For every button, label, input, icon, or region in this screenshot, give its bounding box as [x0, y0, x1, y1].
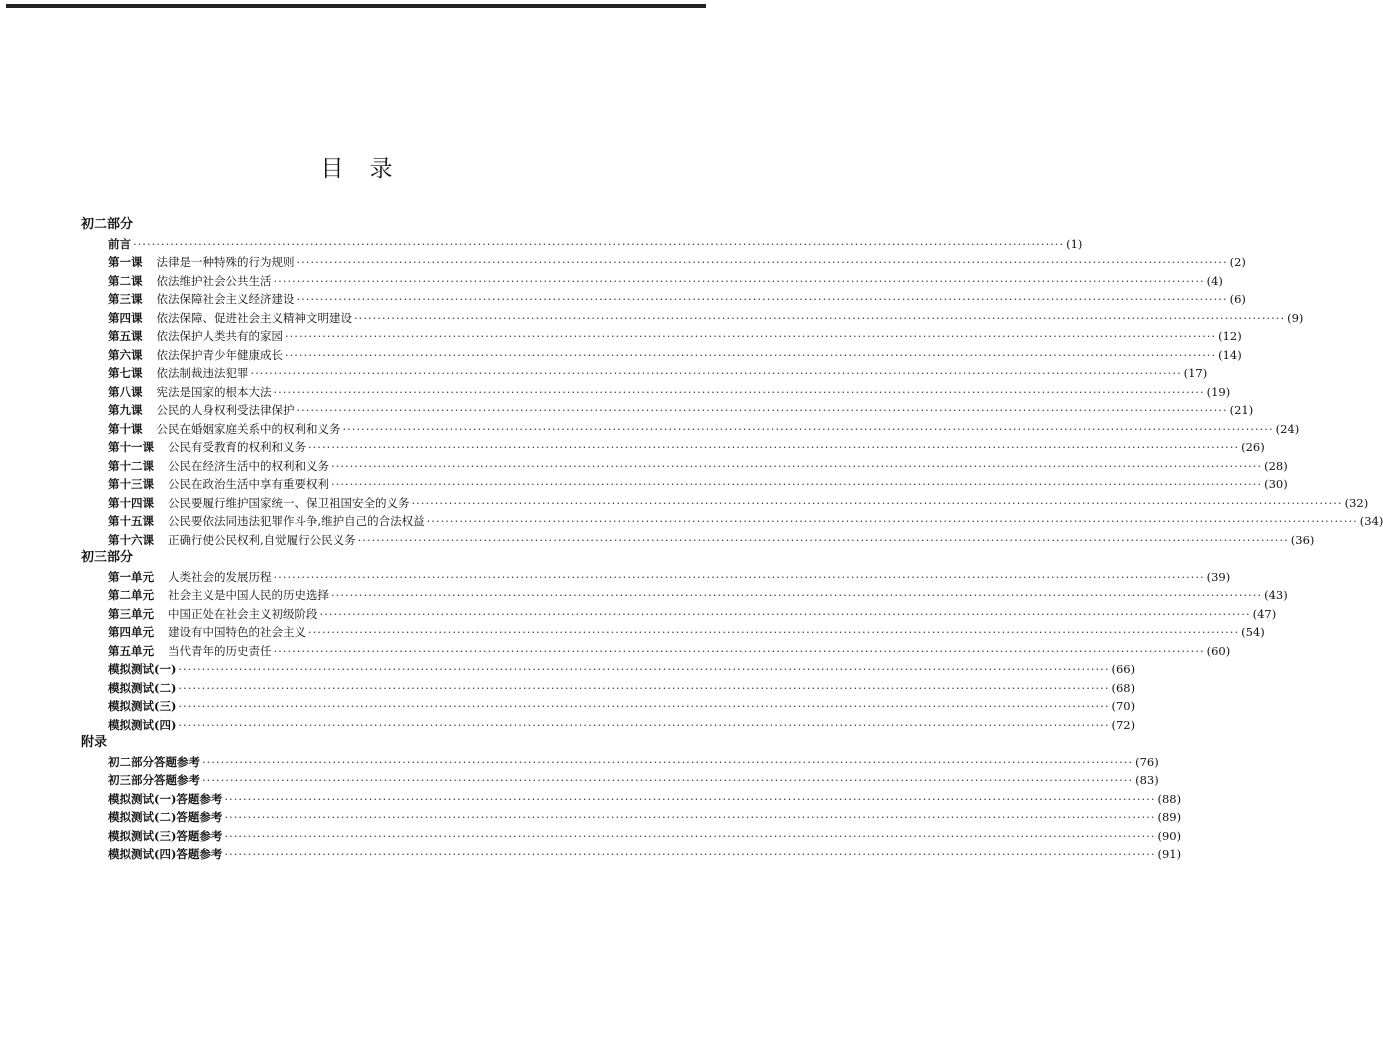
toc-entry[interactable]: [81, 697, 1136, 716]
entry-title: 公民要依法同违法犯罪作斗争,维护自己的合法权益: [168, 514, 425, 528]
entry-page-number: (91): [1157, 847, 1182, 861]
dot-leader: ········································································································································································································: [202, 754, 1134, 769]
entry-number: 第二单元: [108, 588, 154, 602]
toc-entry[interactable]: [81, 531, 1315, 550]
entry-title: 社会主义是中国人民的历史选择: [168, 588, 329, 602]
entry-page-number: (9): [1287, 310, 1304, 325]
entry-title: 依法维护社会公共生活: [156, 273, 272, 288]
toc-entry[interactable]: [81, 771, 1159, 790]
toc-entry[interactable]: [81, 438, 1265, 457]
entry-number: 第三单元: [108, 606, 154, 621]
toc-entry[interactable]: [81, 290, 1246, 309]
entry-title: 初三部分答题参考: [108, 773, 200, 787]
entry-title: 依法保障、促进社会主义精神文明建设: [156, 310, 352, 325]
entry-number: 第九课: [108, 403, 143, 417]
entry-title: 前言: [108, 236, 131, 251]
dot-leader: ········································································································································································································: [178, 662, 1110, 676]
toc-entry[interactable]: [81, 623, 1265, 642]
toc-entry[interactable]: [81, 475, 1288, 494]
dot-leader: ········································································································································································································: [308, 625, 1240, 639]
entry-page-number: (66): [1111, 662, 1136, 676]
entry-title: 宪法是国家的根本大法: [156, 384, 272, 399]
toc-entry[interactable]: [81, 346, 1242, 365]
entry-page-number: (12): [1218, 329, 1242, 343]
entry-page-number: (70): [1111, 699, 1136, 713]
toc-entry[interactable]: [81, 253, 1246, 272]
dot-leader: ········································································································································································································: [285, 347, 1217, 362]
dot-leader: ········································································································································································································: [357, 532, 1289, 547]
entry-page-number: (89): [1157, 810, 1182, 824]
entry-number: 第十四课: [108, 495, 154, 510]
entry-title: 依法保障社会主义经济建设: [156, 292, 295, 306]
entry-title: 公民在婚姻家庭关系中的权利和义务: [156, 421, 341, 436]
dot-leader: ········································································································································································································: [273, 273, 1205, 288]
entry-title: 人类社会的发展历程: [168, 569, 272, 584]
entry-page-number: (34): [1359, 514, 1383, 528]
entry-page-number: (68): [1111, 680, 1136, 695]
dot-leader: ········································································································································································································: [178, 717, 1110, 732]
dot-leader: ········································································································································································································: [331, 588, 1263, 602]
dot-leader: ········································································································································································································: [308, 440, 1240, 454]
entry-page-number: (32): [1344, 495, 1369, 510]
dot-leader: ········································································································································································································: [224, 791, 1156, 806]
toc-entry[interactable]: [81, 420, 1300, 439]
entry-number: 第八课: [108, 384, 143, 399]
toc-entry[interactable]: [81, 457, 1288, 476]
entry-title: 中国正处在社会主义初级阶段: [168, 606, 318, 621]
toc-entry[interactable]: [81, 586, 1288, 605]
toc-entry[interactable]: [81, 790, 1182, 809]
toc-entry[interactable]: [81, 383, 1231, 402]
entry-number: 第十三课: [108, 477, 154, 491]
entry-page-number: (14): [1218, 347, 1242, 362]
toc-entry[interactable]: [81, 845, 1182, 864]
entry-number: 第十五课: [108, 514, 154, 528]
entry-title: 公民在政治生活中享有重要权利: [168, 477, 329, 491]
dot-leader: ········································································································································································································: [178, 680, 1110, 695]
dot-leader: ········································································································································································································: [133, 236, 1065, 251]
entry-page-number: (26): [1241, 440, 1265, 454]
entry-number: 第三课: [108, 292, 143, 306]
entry-title: 法律是一种特殊的行为规则: [156, 255, 295, 269]
entry-page-number: (43): [1264, 588, 1288, 602]
section-heading: 附录: [81, 735, 108, 750]
dot-leader: ········································································································································································································: [296, 292, 1228, 306]
entry-number: 第十二课: [108, 458, 154, 473]
toc-entry[interactable]: [81, 827, 1182, 846]
toc-entry[interactable]: [81, 716, 1136, 735]
entry-number: 第五单元: [108, 643, 154, 658]
toc-entry[interactable]: [81, 272, 1223, 291]
entry-title: 公民有受教育的权利和义务: [168, 440, 306, 454]
page-title: [0, 150, 713, 183]
entry-title: 模拟测试(二)答题参考: [108, 810, 223, 824]
entry-title: 初二部分答题参考: [108, 754, 200, 769]
entry-title: 依法制裁违法犯罪: [156, 366, 249, 380]
dot-leader: ········································································································································································································: [178, 699, 1110, 713]
dot-leader: ········································································································································································································: [224, 828, 1156, 843]
section-heading: 初三部分: [81, 550, 134, 565]
toc-entry[interactable]: [81, 364, 1208, 383]
entry-number: 第七课: [108, 366, 143, 380]
toc-entry[interactable]: [81, 679, 1136, 698]
top-rule: [6, 4, 706, 8]
toc-entry[interactable]: [81, 642, 1231, 661]
entry-page-number: (88): [1157, 791, 1182, 806]
title-char-1: 目: [320, 156, 344, 182]
entry-page-number: (28): [1264, 458, 1288, 473]
entry-page-number: (36): [1290, 532, 1315, 547]
entry-title: 当代青年的历史责任: [168, 643, 272, 658]
section-heading: 初二部分: [81, 217, 134, 232]
entry-title: 依法保护青少年健康成长: [156, 347, 283, 362]
entry-title: 正确行使公民权利,自觉履行公民义务: [168, 532, 356, 547]
toc-entry[interactable]: [81, 327, 1242, 346]
entry-page-number: (90): [1157, 828, 1182, 843]
dot-leader: ········································································································································································································: [426, 514, 1358, 528]
toc-entry[interactable]: [81, 660, 1136, 679]
toc-entry[interactable]: [81, 235, 1083, 254]
entry-number: 第一课: [108, 255, 143, 269]
entry-number: 第一单元: [108, 569, 154, 584]
entry-title: 依法保护人类共有的家园: [156, 329, 283, 343]
dot-leader: ········································································································································································································: [202, 773, 1134, 787]
entry-title: 公民在经济生活中的权利和义务: [168, 458, 329, 473]
entry-page-number: (19): [1206, 384, 1231, 399]
entry-number: 第五课: [108, 329, 143, 343]
entry-number: 第六课: [108, 347, 143, 362]
entry-page-number: (17): [1183, 366, 1208, 380]
entry-page-number: (24): [1275, 421, 1300, 436]
entry-page-number: (83): [1135, 773, 1159, 787]
entry-page-number: (30): [1264, 477, 1288, 491]
dot-leader: ········································································································································································································: [273, 569, 1205, 584]
entry-page-number: (39): [1206, 569, 1231, 584]
entry-number: 第二课: [108, 273, 143, 288]
dot-leader: ········································································································································································································: [331, 477, 1263, 491]
entry-title: 模拟测试(三)答题参考: [108, 828, 223, 843]
entry-page-number: (54): [1241, 625, 1265, 639]
dot-leader: ········································································································································································································: [319, 606, 1251, 621]
entry-page-number: (2): [1229, 255, 1246, 269]
entry-page-number: (76): [1135, 754, 1159, 769]
dot-leader: ········································································································································································································: [411, 495, 1343, 510]
entry-number: 第十一课: [108, 440, 154, 454]
dot-leader: ········································································································································································································: [273, 643, 1205, 658]
table-of-contents: [81, 216, 1383, 864]
toc-entry[interactable]: [81, 309, 1304, 328]
entry-page-number: (1): [1066, 236, 1083, 251]
entry-title: 建设有中国特色的社会主义: [168, 625, 306, 639]
entry-page-number: (6): [1229, 292, 1246, 306]
dot-leader: ········································································································································································································: [296, 255, 1228, 269]
entry-title: 模拟测试(四): [108, 717, 177, 732]
entry-number: 第四课: [108, 310, 143, 325]
entry-title: 模拟测试(三): [108, 699, 177, 713]
dot-leader: ········································································································································································································: [273, 384, 1205, 399]
dot-leader: ········································································································································································································: [342, 421, 1274, 436]
entry-number: 第四单元: [108, 625, 154, 639]
dot-leader: ········································································································································································································: [224, 810, 1156, 824]
entry-title: 公民的人身权利受法律保护: [156, 403, 295, 417]
entry-page-number: (72): [1111, 717, 1136, 732]
entry-title: 模拟测试(二): [108, 680, 177, 695]
toc-entry[interactable]: [81, 512, 1383, 531]
toc-entry[interactable]: [81, 494, 1369, 513]
dot-leader: ········································································································································································································: [354, 310, 1286, 325]
toc-entry[interactable]: [81, 401, 1254, 420]
entry-number: 第十六课: [108, 532, 154, 547]
dot-leader: ········································································································································································································: [285, 329, 1217, 343]
entry-title: 模拟测试(一)答题参考: [108, 791, 223, 806]
toc-entry[interactable]: [81, 605, 1277, 624]
entry-page-number: (47): [1252, 606, 1277, 621]
dot-leader: ········································································································································································································: [224, 847, 1156, 861]
entry-page-number: (60): [1206, 643, 1231, 658]
dot-leader: ········································································································································································································: [296, 403, 1228, 417]
entry-number: 第十课: [108, 421, 143, 436]
entry-page-number: (21): [1229, 403, 1254, 417]
entry-title: 模拟测试(一): [108, 662, 177, 676]
toc-entry[interactable]: [81, 808, 1182, 827]
title-char-2: 录: [369, 156, 393, 182]
toc-entry[interactable]: [81, 753, 1159, 772]
dot-leader: ········································································································································································································: [250, 366, 1182, 380]
entry-title: 公民要履行维护国家统一、保卫祖国安全的义务: [168, 495, 410, 510]
toc-entry[interactable]: [81, 568, 1231, 587]
entry-page-number: (4): [1206, 273, 1223, 288]
dot-leader: ········································································································································································································: [331, 458, 1263, 473]
entry-title: 模拟测试(四)答题参考: [108, 847, 223, 861]
